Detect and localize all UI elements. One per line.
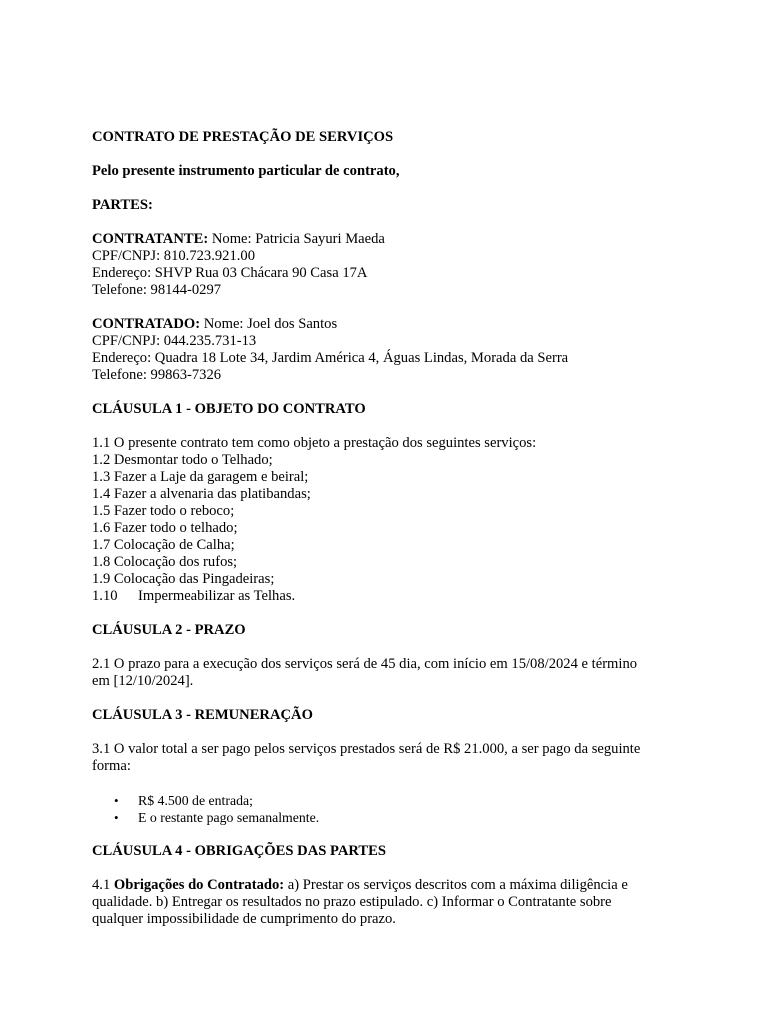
contratante-block — [92, 231, 682, 299]
list-item — [92, 809, 682, 826]
clausula2-text — [92, 656, 682, 690]
clausula2-line: 2.1 O prazo para a execução dos serviços será de 45 dia, com início em 15/08/2024 e término — [92, 656, 638, 672]
contratante-label: CONTRATANTE: — [92, 231, 209, 247]
clausula1-item: 1.2 Desmontar todo o Telhado; — [92, 452, 273, 468]
clausula1-item: 1.5 Fazer todo o reboco; — [92, 503, 235, 519]
contratado-block — [92, 316, 682, 384]
document-page — [92, 129, 682, 945]
contratante-cpf: CPF/CNPJ: 810.723.921.00 — [92, 248, 256, 264]
contratante-endereco: Endereço: SHVP Rua 03 Chácara 90 Casa 17A — [92, 265, 368, 281]
clausula1-item: 1.3 Fazer a Laje da garagem e beiral; — [92, 469, 309, 485]
contratado-label: CONTRATADO: — [92, 316, 201, 332]
clausula2-line: em [12/10/2024]. — [92, 673, 194, 689]
clausula4-line-1-rest: a) Prestar os serviços descritos com a máxima diligência e — [284, 877, 628, 893]
bullet-text: R$ 4.500 de entrada; — [138, 793, 253, 808]
clausula4-line: qualidade. b) Entregar os resultados no prazo estipulado. c) Informar o Contratante sobre — [92, 894, 612, 910]
contratado-endereco: Endereço: Quadra 18 Lote 34, Jardim América 4, Águas Lindas, Morada da Serra — [92, 350, 569, 366]
list-item — [92, 792, 682, 809]
bullet-text: E o restante pago semanalmente. — [138, 810, 320, 825]
clausula1-heading: CLÁUSULA 1 - OBJETO DO CONTRATO — [92, 401, 366, 417]
clausula4-line-1 — [92, 877, 682, 894]
clausula1-item-10-text: Impermeabilizar as Telhas. — [138, 588, 296, 604]
clausula1-item: 1.7 Colocação de Calha; — [92, 537, 235, 553]
bullet-icon: • — [114, 810, 119, 825]
clausula4-heading: CLÁUSULA 4 - OBRIGAÇÕES DAS PARTES — [92, 843, 386, 859]
bullet-icon: • — [114, 793, 119, 808]
contratado-cpf: CPF/CNPJ: 044.235.731-13 — [92, 333, 257, 349]
clausula4-number: 4.1 — [92, 877, 114, 893]
clausula1-item: 1.1 O presente contrato tem como objeto a prestação dos seguintes serviços: — [92, 435, 537, 451]
clausula1-item: 1.8 Colocação dos rufos; — [92, 554, 238, 570]
clausula4-label: Obrigações do Contratado: — [113, 877, 285, 893]
clausula1-item: 1.6 Fazer todo o telhado; — [92, 520, 238, 536]
clausula1-item-10-number: 1.10 — [92, 588, 118, 604]
clausula1-items — [92, 435, 682, 605]
clausula2-heading: CLÁUSULA 2 - PRAZO — [92, 622, 246, 638]
clausula4-text — [92, 877, 682, 928]
contratante-telefone: Telefone: 98144-0297 — [92, 282, 222, 298]
contratante-nome: Nome: Patricia Sayuri Maeda — [208, 231, 385, 247]
clausula1-item: 1.4 Fazer a alvenaria das platibandas; — [92, 486, 311, 502]
clausula4-line: qualquer impossibilidade de cumprimento do prazo. — [92, 911, 396, 927]
contratado-telefone: Telefone: 99863-7326 — [92, 367, 222, 383]
partes-heading: PARTES: — [92, 197, 153, 213]
contratante-name-line — [92, 231, 682, 248]
document-title: CONTRATO DE PRESTAÇÃO DE SERVIÇOS — [92, 129, 394, 145]
contratado-name-line — [92, 316, 682, 333]
clausula3-line: 3.1 O valor total a ser pago pelos serviços prestados será de R$ 21.000, a ser pago da seguinte — [92, 741, 641, 757]
clausula3-text — [92, 741, 682, 775]
clausula3-heading: CLÁUSULA 3 - REMUNERAÇÃO — [92, 707, 313, 723]
clausula3-line: forma: — [92, 758, 131, 774]
clausula1-item-10 — [92, 588, 682, 605]
payment-bullet-list — [92, 792, 682, 826]
contratado-nome: Nome: Joel dos Santos — [200, 316, 338, 332]
intro-text: Pelo presente instrumento particular de contrato, — [92, 163, 400, 179]
clausula1-item: 1.9 Colocação das Pingadeiras; — [92, 571, 275, 587]
